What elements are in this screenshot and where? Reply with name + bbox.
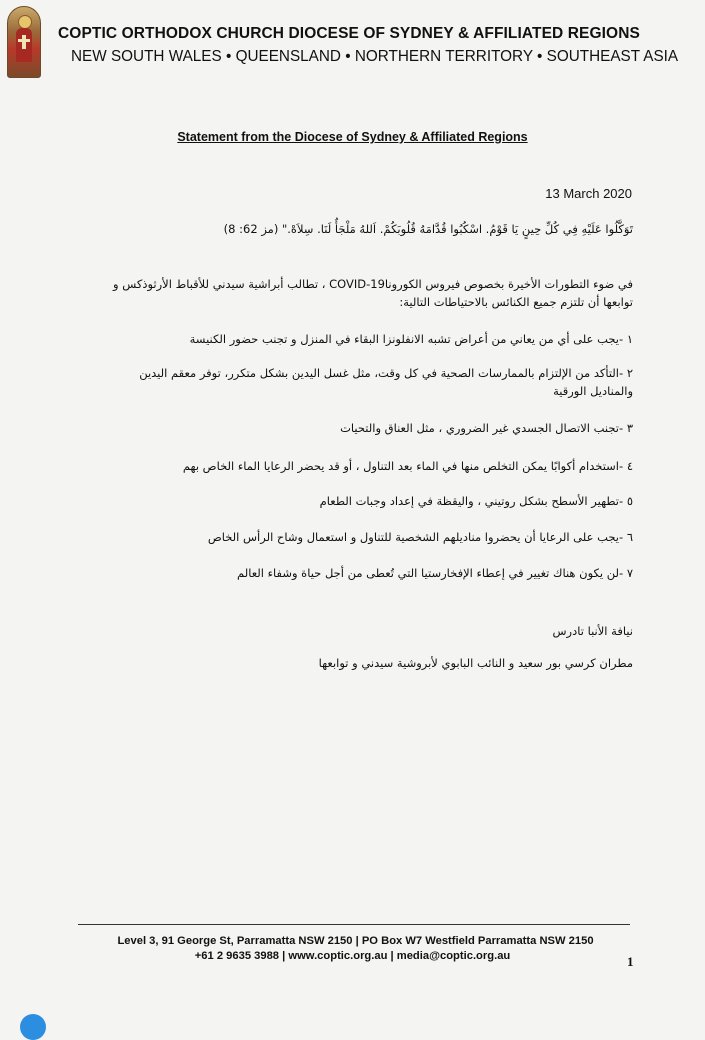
precaution-item: ٣ -تجنب الاتصال الجسدي غير الضروري ، مثل العناق والتحيات bbox=[340, 421, 633, 435]
organization-title: COPTIC ORTHODOX CHURCH DIOCESE OF SYDNEY & AFFILIATED REGIONS bbox=[58, 25, 640, 42]
footer-contact: +61 2 9635 3988 | www.coptic.org.au | media@coptic.org.au bbox=[194, 950, 511, 962]
precaution-item: ٢ -التأكد من الإلتزام بالممارسات الصحية في كل وقت، مثل غسل اليدين بشكل متكرر، توفر معقم اليدين والمناديل الورقية bbox=[139, 366, 633, 398]
precaution-item: ٧ -لن يكون هناك تغيير في إعطاء الإفخارستيا التي تُعطى من أجل حياة وشفاء العالم bbox=[237, 566, 633, 580]
precaution-item: ٦ -يجب على الرعايا أن يحضروا مناديلهم الشخصية للتناول و استعمال وشاح الرأس الخاص bbox=[207, 530, 633, 544]
corner-button-icon[interactable] bbox=[20, 1014, 46, 1040]
statement-title: Statement from the Diocese of Sydney & Affiliated Regions bbox=[177, 130, 528, 144]
signature-name: نيافة الأنبا تادرس bbox=[552, 624, 633, 638]
organization-regions: NEW SOUTH WALES • QUEENSLAND • NORTHERN TERRITORY • SOUTHEAST ASIA bbox=[71, 48, 679, 65]
precaution-item: ١ -يجب على أي من يعاني من أعراض تشبه الانفلونزا البقاء في المنزل و تجنب حضور الكنيسة bbox=[189, 332, 633, 346]
footer-divider bbox=[78, 924, 630, 925]
page-number: 1 bbox=[627, 954, 634, 969]
halo-shape bbox=[18, 15, 32, 29]
footer-address: Level 3, 91 George St, Parramatta NSW 2150 | PO Box W7 Westfield Parramatta NSW 2150 bbox=[117, 935, 594, 947]
cross-icon bbox=[22, 35, 26, 49]
coptic-icon-logo bbox=[7, 6, 41, 78]
cross-bar-shape bbox=[18, 39, 30, 42]
statement-date: 13 March 2020 bbox=[545, 186, 632, 201]
intro-paragraph: في ضوء التطورات الأخيرة بخصوص فيروس الكوروناCOVID-19 ، تطالب أبراشية سيدني للأقباط الأرثوذكس و توابعها أن تلتزم جميع الكنائس بالاحتياطات التالية: bbox=[113, 277, 633, 309]
bible-verse: تَوَكَّلُوا عَلَيْهِ فِي كُلِّ حِينٍ يَا قَوْمُ. اسْكُبُوا قُدَّامَهُ قُلُوبَكُمْ. اَللهُ مَلْجَأٌ لَنَا. سِلاَهْ." (مز 62: 8) bbox=[223, 222, 633, 236]
signature-title: مطران كرسي بور سعيد و النائب البابوي لأبروشية سيدني و توابعها bbox=[318, 656, 633, 670]
precaution-item: ٤ -استخدام أكوابًا يمكن التخلص منها في الماء بعد التناول ، أو قد يحضر الرعايا الماء الخاص بهم bbox=[182, 459, 633, 473]
precaution-item: ٥ -تطهير الأسطح بشكل روتيني ، واليقظة في إعداد وجبات الطعام bbox=[319, 494, 633, 508]
